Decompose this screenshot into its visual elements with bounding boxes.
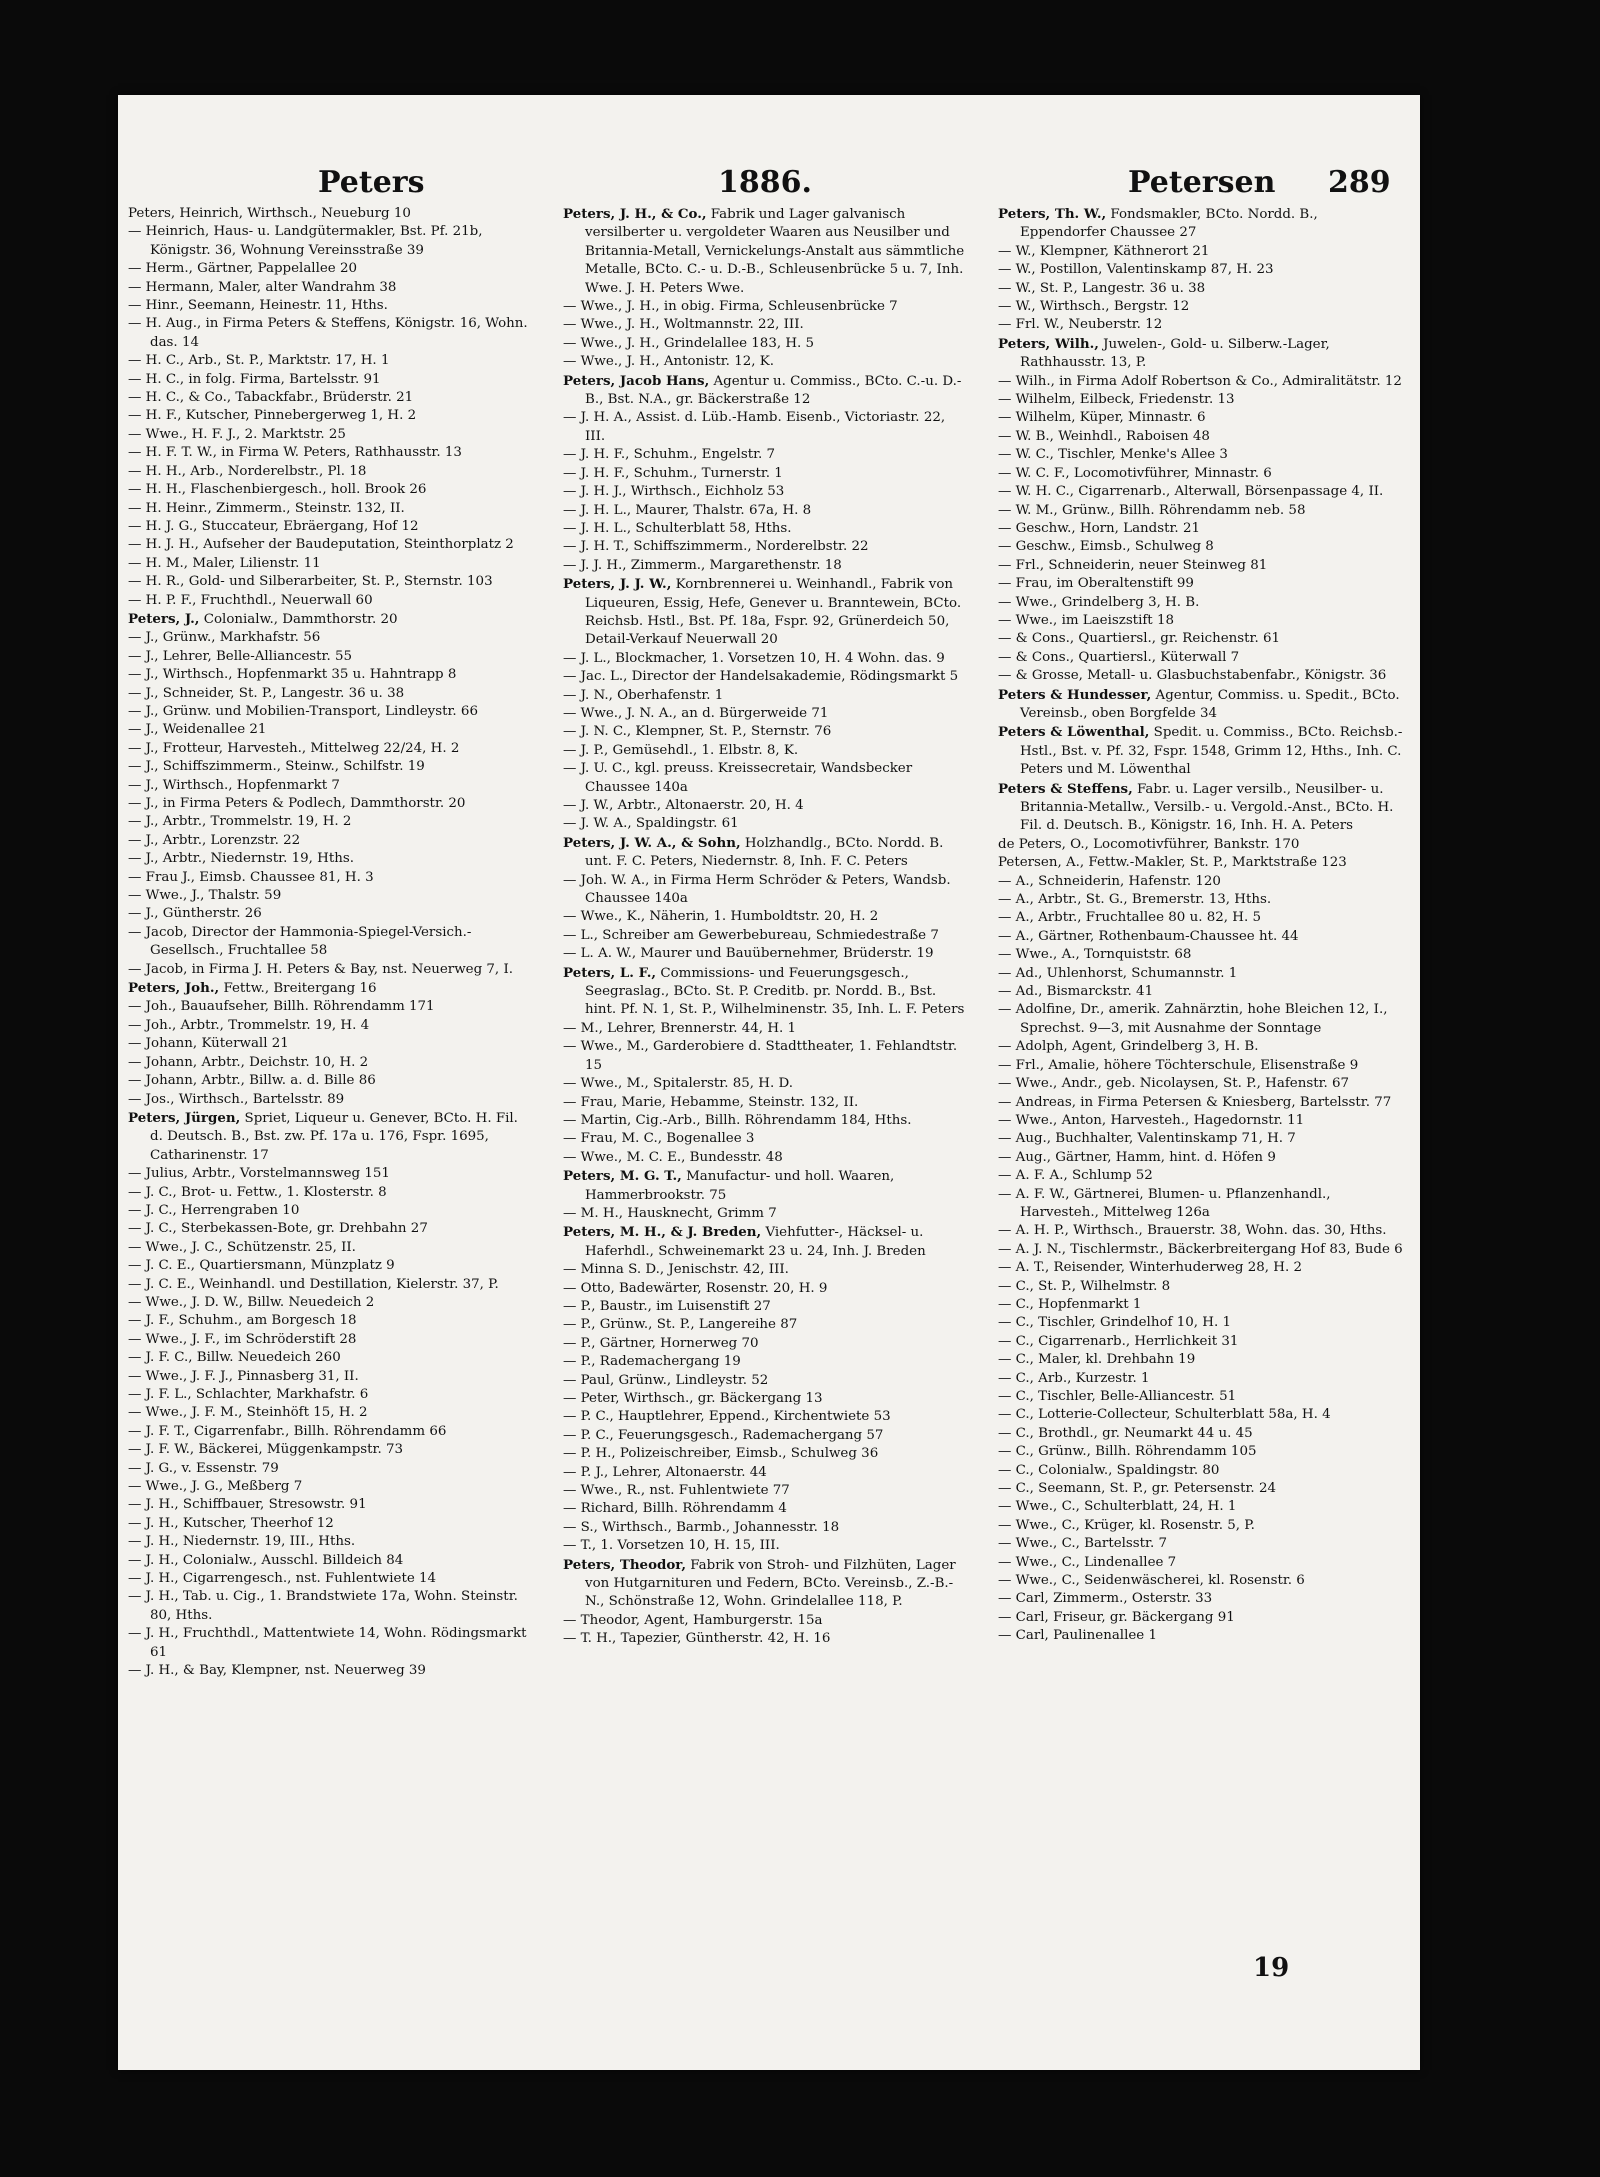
- directory-entry: — & Grosse, Metall- u. Glasbuchstabenfabr., Königstr. 36: [998, 668, 1387, 684]
- directory-entry: — A. F. A., Schlump 52: [998, 1168, 1153, 1184]
- directory-entry: — C., Hopfenmarkt 1: [998, 1296, 1142, 1312]
- directory-entry: — L., Schreiber am Gewerbebureau, Schmiedestraße 7: [563, 927, 939, 943]
- year-heading: 1886.: [718, 165, 812, 200]
- directory-entry: — J. H., Schiffbauer, Stresowstr. 91: [128, 1497, 367, 1513]
- directory-entry: — J. W., Arbtr., Altonaerstr. 20, H. 4: [563, 798, 804, 813]
- directory-entry: — T., 1. Vorsetzen 10, H. 15, III.: [563, 1538, 780, 1554]
- directory-entry: — Frau, Marie, Hebamme, Steinstr. 132, II.: [563, 1094, 859, 1110]
- directory-entry: — J. H., Niedernstr. 19, III., Hths.: [128, 1534, 356, 1550]
- directory-entry: — J., Frotteur, Harvesteh., Mittelweg 22/24, H. 2: [128, 740, 460, 756]
- directory-entry: — Frl., Amalie, höhere Töchterschule, Elisenstraße 9: [998, 1057, 1359, 1073]
- directory-entry: — A., Schneiderin, Hafenstr. 120: [998, 873, 1221, 889]
- directory-entry: de Peters, O., Locomotivführer, Bankstr. 170: [998, 836, 1300, 852]
- directory-entry: — T. H., Tapezier, Güntherstr. 42, H. 16: [563, 1631, 831, 1647]
- directory-entry: — Carl, Friseur, gr. Bäckergang 91: [998, 1609, 1235, 1625]
- directory-entry: — A., Arbtr., Fruchtallee 80 u. 82, H. 5: [998, 910, 1261, 926]
- directory-entry: — J. F. L., Schlachter, Markhafstr. 6: [128, 1387, 369, 1402]
- entry-heading: Peters, Jacob Hans,: [563, 372, 710, 389]
- directory-entry: — J., in Firma Peters & Podlech, Dammthorstr. 20: [128, 796, 466, 811]
- directory-entry: Peters, M. H., & J. Breden, Viehfutter-, Häcksel- u. Haferhdl., Schweinemarkt 23 u. 24, Inh. J. Breden: [563, 1224, 926, 1259]
- directory-page: [118, 95, 1420, 2070]
- directory-entry: — Wwe., Andr., geb. Nicolaysen, St. P., Hafenstr. 67: [998, 1076, 1350, 1092]
- directory-entry: — Wwe., C., Lindenallee 7: [998, 1554, 1177, 1570]
- directory-entry: — Carl, Zimmerm., Osterstr. 33: [998, 1591, 1213, 1607]
- directory-entry: — C., St. P., Wilhelmstr. 8: [998, 1278, 1171, 1294]
- directory-entry: — J., Arbtr., Niedernstr. 19, Hths.: [128, 851, 354, 867]
- entry-heading: Peters, J. J. W.,: [563, 576, 672, 593]
- directory-entry: — J. N., Oberhafenstr. 1: [563, 687, 724, 703]
- entry-heading: Peters, L. F.,: [563, 964, 657, 981]
- directory-entry: — Aug., Buchhalter, Valentinskamp 71, H. 7: [998, 1131, 1296, 1147]
- directory-entry: — J. C. E., Weinhandl. und Destillation, Kielerstr. 37, P.: [128, 1276, 499, 1292]
- directory-entry: — Peter, Wirthsch., gr. Bäckergang 13: [563, 1391, 823, 1406]
- running-head-right: Petersen: [1128, 165, 1276, 200]
- directory-entry: — Frl. W., Neuberstr. 12: [998, 317, 1163, 333]
- directory-entry: — Frau, im Oberaltenstift 99: [998, 576, 1194, 592]
- directory-entry: — C., Cigarrenarb., Herrlichkeit 31: [998, 1333, 1239, 1349]
- directory-entry: Peters, J. W. A., & Sohn, Holzhandlg., BCto. Nordd. B. unt. F. C. Peters, Niedernstr. 8, Inh. F. C. Peters: [563, 834, 944, 870]
- directory-entry: — W. B., Weinhdl., Raboisen 48: [998, 428, 1210, 444]
- directory-entry: — Minna S. D., Jenischstr. 42, III.: [563, 1262, 789, 1278]
- directory-entry: — C., Arb., Kurzestr. 1: [998, 1370, 1150, 1386]
- directory-entry: — H. R., Gold- und Silberarbeiter, St. P., Sternstr. 103: [128, 574, 493, 590]
- directory-entry: — Wwe., J. H., Woltmannstr. 22, III.: [563, 317, 804, 333]
- directory-entry: — H. H., Arb., Norderelbstr., Pl. 18: [128, 463, 367, 479]
- directory-entry: — C., Grünw., Billh. Röhrendamm 105: [998, 1444, 1257, 1460]
- directory-entry: — A., Gärtner, Rothenbaum-Chaussee ht. 44: [998, 928, 1299, 944]
- directory-entry: — W., Klempner, Käthnerort 21: [998, 243, 1210, 259]
- directory-entry: — Jacob, Director der Hammonia-Spiegel-Versich.-Gesellsch., Fruchtallee 58: [128, 924, 472, 959]
- directory-entry: — J. C., Herrengraben 10: [128, 1202, 300, 1218]
- directory-entry: — J. H., & Bay, Klempner, nst. Neuerweg 39: [128, 1663, 426, 1679]
- entry-heading: Peters, Th. W.,: [998, 206, 1107, 222]
- directory-entry: — Otto, Badewärter, Rosenstr. 20, H. 9: [563, 1280, 828, 1296]
- directory-entry: — H. C., in folg. Firma, Bartelsstr. 91: [128, 371, 381, 387]
- directory-entry: Peters, Theodor, Fabrik von Stroh- und Filzhüten, Lager von Hutgarnituren und Federn, BCto. Vereinsb., Z.-B.-N., Schönstraße 12, Wohn. Grindelallee 118, P.: [563, 1556, 956, 1610]
- directory-entry: — J. H., Cigarrengesch., nst. Fuhlentwiete 14: [128, 1571, 437, 1587]
- entry-heading: Peters & Löwenthal,: [998, 724, 1150, 741]
- directory-entry: — Wwe., C., Schulterblatt, 24, H. 1: [998, 1499, 1237, 1515]
- directory-entry: — Hermann, Maler, alter Wandrahm 38: [128, 279, 397, 295]
- directory-entry: — J. H. F., Schuhm., Engelstr. 7: [563, 447, 776, 463]
- directory-entry: — J. H. L., Maurer, Thalstr. 67a, H. 8: [563, 502, 812, 518]
- directory-entry: — Jacob, in Firma J. H. Peters & Bay, nst. Neuerweg 7, I.: [128, 961, 513, 977]
- directory-entry: — J. W. A., Spaldingstr. 61: [563, 816, 739, 832]
- directory-entry: — P., Baustr., im Luisenstift 27: [563, 1298, 771, 1314]
- directory-entry: — J. H., Colonialw., Ausschl. Billdeich 84: [128, 1552, 404, 1568]
- directory-entry: — Joh. W. A., in Firma Herm Schröder & Peters, Wandsb. Chaussee 140a: [563, 872, 951, 907]
- directory-entry: — H. J. H., Aufseher der Baudeputation, Steinthorplatz 2: [128, 537, 514, 553]
- directory-entry: — J. H. T., Schiffszimmerm., Norderelbstr. 22: [563, 539, 869, 555]
- directory-entry: — Wwe., Anton, Harvesteh., Hagedornstr. 11: [998, 1112, 1305, 1128]
- directory-entry: — Johann, Arbtr., Billw. a. d. Bille 86: [128, 1073, 376, 1089]
- entry-heading: Peters, J. W. A., & Sohn,: [563, 834, 741, 851]
- directory-entry: — J. G., v. Essenstr. 79: [128, 1460, 279, 1476]
- directory-entry: — J. F. W., Bäckerei, Müggenkampstr. 73: [128, 1442, 404, 1458]
- running-head-left: Peters: [318, 165, 425, 200]
- directory-entry: Peters, J. H., & Co., Fabrik und Lager galvanisch versilberter u. vergoldeter Waaren aus Neusilber und Britannia-Metall, Vernickelungs-Anstalt aus sämmtliche Metalle, BCto. C.- u. D.-B., Schleusenbrücke 5 u. 7, Inh. Wwe. J. H. Peters Wwe.: [563, 206, 965, 296]
- directory-entry: — W., Postillon, Valentinskamp 87, H. 23: [998, 262, 1274, 278]
- directory-entry: — A. H. P., Wirthsch., Brauerstr. 38, Wohn. das. 30, Hths.: [998, 1223, 1387, 1239]
- directory-entry: — Wwe., J. F. M., Steinhöft 15, H. 2: [128, 1405, 368, 1421]
- directory-entry: — Wwe., M., Garderobiere d. Stadttheater, 1. Fehlandtstr. 15: [563, 1039, 958, 1073]
- directory-entry: — H. Heinr., Zimmerm., Steinstr. 132, II.: [128, 500, 405, 516]
- directory-entry: — W. M., Grünw., Billh. Röhrendamm neb. 58: [998, 502, 1306, 518]
- directory-entry: — Wilh., in Firma Adolf Robertson & Co., Admiralitätstr. 12: [998, 373, 1402, 389]
- directory-entry: — J. H. A., Assist. d. Lüb.-Hamb. Eisenb., Victoriastr. 22, III.: [563, 410, 946, 444]
- directory-entry: Peters, Jacob Hans, Agentur u. Commiss., BCto. C.-u. D.-B., Bst. N.A., gr. Bäckerstraße 12: [563, 372, 962, 408]
- directory-entry: — Geschw., Horn, Landstr. 21: [998, 520, 1200, 536]
- directory-entry: — P., Rademachergang 19: [563, 1354, 741, 1370]
- directory-entry: — P., Gärtner, Hornerweg 70: [563, 1335, 759, 1351]
- directory-entry: — Ad., Uhlenhorst, Schumannstr. 1: [998, 965, 1238, 981]
- directory-entry: — A. F. W., Gärtnerei, Blumen- u. Pflanzenhandl., Harvesteh., Mittelweg 126a: [998, 1186, 1331, 1220]
- entry-heading: Peters, J.,: [128, 610, 200, 627]
- directory-entry: — A. J. N., Tischlermstr., Bäckerbreitergang Hof 83, Bude 6: [998, 1241, 1403, 1257]
- directory-entry: Peters, J. J. W., Kornbrennerei u. Weinhandl., Fabrik von Liqueuren, Essig, Hefe, Genever u. Branntewein, BCto. Reichsb. Hstl., Bst. Pf. 18a, Fspr. 92, Grünerdeich 50, Detail-Verkauf Neuerwall 20: [563, 576, 962, 648]
- directory-entry: — Adolfine, Dr., amerik. Zahnärztin, hohe Bleichen 12, I., Sprechst. 9—3, mit Ausnahme der Sonntage: [998, 1002, 1388, 1036]
- directory-entry: Peters, Jürgen, Spriet, Liqueur u. Genever, BCto. H. Fil. d. Deutsch. B., Bst. zw. Pf. 17a u. 176, Fspr. 1695, Catharinenstr. 17: [128, 1109, 518, 1163]
- directory-entry: — Wwe., C., Seidenwäscherei, kl. Rosenstr. 6: [998, 1573, 1305, 1589]
- directory-entry: — C., Lotterie-Collecteur, Schulterblatt 58a, H. 4: [998, 1407, 1331, 1423]
- directory-entry: — Wwe., M., Spitalerstr. 85, H. D.: [563, 1076, 793, 1092]
- column-2: [563, 205, 968, 1649]
- directory-entry: — C., Tischler, Belle-Alliancestr. 51: [998, 1389, 1237, 1404]
- directory-entry: — C., Brothdl., gr. Neumarkt 44 u. 45: [998, 1425, 1253, 1441]
- directory-entry: — J. C., Brot- u. Fettw., 1. Klosterstr. 8: [128, 1184, 387, 1200]
- directory-entry: — Wwe., C., Krüger, kl. Rosenstr. 5, P.: [998, 1517, 1255, 1533]
- column-3: [998, 205, 1403, 1646]
- directory-entry: — Geschw., Eimsb., Schulweg 8: [998, 539, 1214, 555]
- directory-entry: Peters, Th. W., Fondsmakler, BCto. Nordd. B., Eppendorfer Chaussee 27: [998, 206, 1318, 241]
- directory-entry: — Wwe., J. D. W., Billw. Neuedeich 2: [128, 1294, 375, 1310]
- directory-entry: — Hinr., Seemann, Heinestr. 11, Hths.: [128, 298, 388, 314]
- directory-entry: — H. H., Flaschenbiergesch., holl. Brook 26: [128, 482, 427, 498]
- sheet-number: 19: [1253, 1953, 1290, 1983]
- directory-entry: — J. H., Fruchthdl., Mattentwiete 14, Wohn. Rödingsmarkt 61: [128, 1626, 527, 1660]
- directory-entry: — H. F., Kutscher, Pinnebergerweg 1, H. 2: [128, 408, 417, 424]
- directory-entry: — Carl, Paulinenallee 1: [998, 1628, 1158, 1644]
- directory-entry: — J. J. H., Zimmerm., Margarethenstr. 18: [563, 557, 842, 573]
- directory-entry: — J. H., Tab. u. Cig., 1. Brandstwiete 17a, Wohn. Steinstr. 80, Hths.: [128, 1589, 518, 1623]
- directory-entry: — Wwe., J. G., Meßberg 7: [128, 1479, 303, 1495]
- directory-entry: — Wwe., J. H., in obig. Firma, Schleusenbrücke 7: [563, 299, 898, 315]
- directory-entry: — Wwe., J., Thalstr. 59: [128, 888, 282, 904]
- directory-entry: — J., Arbtr., Trommelstr. 19, H. 2: [128, 814, 352, 830]
- directory-entry: — J. H. F., Schuhm., Turnerstr. 1: [563, 465, 783, 481]
- directory-entry: — H. C., & Co., Tabackfabr., Brüderstr. 21: [128, 390, 414, 406]
- directory-entry: — M., Lehrer, Brennerstr. 44, H. 1: [563, 1020, 797, 1036]
- directory-entry: — J. U. C., kgl. preuss. Kreissecretair, Wandsbecker Chaussee 140a: [563, 761, 913, 795]
- directory-entry: — L. A. W., Maurer und Bauübernehmer, Brüderstr. 19: [563, 946, 934, 962]
- directory-entry: — W. C. F., Locomotivführer, Minnastr. 6: [998, 465, 1272, 481]
- directory-entry: — C., Tischler, Grindelhof 10, H. 1: [998, 1315, 1231, 1331]
- directory-entry: — Wilhelm, Eilbeck, Friedenstr. 13: [998, 392, 1235, 408]
- directory-entry: — J., Grünw. und Mobilien-Transport, Lindleystr. 66: [128, 703, 478, 719]
- directory-entry: — Wwe., J. H., Antonistr. 12, K.: [563, 354, 775, 370]
- directory-entry: — Julius, Arbtr., Vorstelmannsweg 151: [128, 1166, 390, 1182]
- directory-entry: — H. M., Maler, Lilienstr. 11: [128, 555, 321, 571]
- directory-entry: — Wwe., J. C., Schützenstr. 25, II.: [128, 1239, 356, 1255]
- directory-entry: — J. C., Sterbekassen-Bote, gr. Drehbahn 27: [128, 1221, 428, 1237]
- directory-entry: — Frau, M. C., Bogenallee 3: [563, 1131, 755, 1147]
- directory-entry: — J. H. J., Wirthsch., Eichholz 53: [563, 484, 785, 500]
- directory-entry: — Johann, Küterwall 21: [128, 1036, 289, 1052]
- directory-entry: — Jac. L., Director der Handelsakademie, Rödingsmarkt 5: [563, 669, 959, 685]
- directory-entry: — W. H. C., Cigarrenarb., Alterwall, Börsenpassage 4, II.: [998, 484, 1384, 500]
- directory-entry: Peters, M. G. T., Manufactur- und holl. Waaren, Hammerbrookstr. 75: [563, 1168, 895, 1203]
- directory-entry: Peters, Wilh., Juwelen-, Gold- u. Silberw.-Lager, Rathhausstr. 13, P.: [998, 335, 1330, 371]
- directory-entry: Peters, Joh., Fettw., Breitergang 16: [128, 980, 377, 997]
- directory-entry: — Wwe., H. F. J., 2. Marktstr. 25: [128, 426, 346, 442]
- directory-entry: — Wwe., A., Tornquiststr. 68: [998, 947, 1192, 963]
- directory-entry: — Wwe., J. H., Grindelallee 183, H. 5: [563, 335, 815, 351]
- directory-entry: — Wwe., K., Näherin, 1. Humboldtstr. 20, H. 2: [563, 909, 879, 925]
- directory-entry: — J., Güntherstr. 26: [128, 906, 262, 922]
- directory-entry: — W. C., Tischler, Menke's Allee 3: [998, 447, 1228, 463]
- directory-entry: — W., Wirthsch., Bergstr. 12: [998, 299, 1190, 315]
- directory-entry: — J. F. T., Cigarrenfabr., Billh. Röhrendamm 66: [128, 1423, 447, 1439]
- directory-entry: — J., Wirthsch., Hopfenmarkt 35 u. Hahntrapp 8: [128, 667, 457, 683]
- directory-entry: — J. C. E., Quartiersmann, Münzplatz 9: [128, 1258, 395, 1274]
- directory-entry: — Herm., Gärtner, Pappelallee 20: [128, 261, 358, 277]
- directory-entry: — & Cons., Quartiersl., gr. Reichenstr. 61: [998, 631, 1281, 647]
- directory-entry: — A., Arbtr., St. G., Bremerstr. 13, Hths.: [998, 892, 1272, 908]
- directory-entry: — J. P., Gemüsehdl., 1. Elbstr. 8, K.: [563, 742, 799, 758]
- directory-entry: — P. C., Feuerungsgesch., Rademachergang 57: [563, 1427, 884, 1443]
- directory-entry: — J., Schiffszimmerm., Steinw., Schilfstr. 19: [128, 759, 425, 775]
- directory-entry: — Theodor, Agent, Hamburgerstr. 15a: [563, 1612, 823, 1628]
- directory-entry: — J., Grünw., Markhafstr. 56: [128, 630, 321, 646]
- directory-entry: — Adolph, Agent, Grindelberg 3, H. B.: [998, 1039, 1259, 1055]
- directory-entry: — Wilhelm, Küper, Minnastr. 6: [998, 410, 1206, 426]
- directory-entry: — J., Schneider, St. P., Langestr. 36 u. 38: [128, 685, 405, 701]
- directory-entry: — Wwe., J. F., im Schröderstift 28: [128, 1331, 357, 1347]
- directory-entry: — H. C., Arb., St. P., Marktstr. 17, H. 1: [128, 353, 390, 369]
- entry-heading: Peters, Joh.,: [128, 980, 220, 997]
- directory-entry: — J. L., Blockmacher, 1. Vorsetzen 10, H. 4 Wohn. das. 9: [563, 650, 945, 666]
- entry-heading: Peters, J. H., & Co.,: [563, 206, 707, 222]
- entry-heading: Peters & Steffens,: [998, 780, 1133, 797]
- directory-entry: Peters & Löwenthal, Spedit. u. Commiss., BCto. Reichsb.-Hstl., Bst. v. Pf. 32, Fspr. 1548, Grimm 12, Hths., Inh. C. Peters und M. Löwenthal: [998, 724, 1403, 778]
- directory-entry: Peters, J., Colonialw., Dammthorstr. 20: [128, 610, 398, 627]
- directory-entry: — J. F. C., Billw. Neuedeich 260: [128, 1350, 341, 1366]
- directory-entry: — Martin, Cig.-Arb., Billh. Röhrendamm 184, Hths.: [563, 1112, 912, 1128]
- directory-entry: — J. F., Schuhm., am Borgesch 18: [128, 1313, 357, 1329]
- directory-entry: — J. H., Kutscher, Theerhof 12: [128, 1515, 334, 1531]
- directory-entry: — C., Colonialw., Spaldingstr. 80: [998, 1462, 1220, 1478]
- directory-entry: — H. Aug., in Firma Peters & Steffens, Königstr. 16, Wohn. das. 14: [128, 316, 528, 350]
- directory-entry: — P. J., Lehrer, Altonaerstr. 44: [563, 1464, 767, 1480]
- directory-entry: — Paul, Grünw., Lindleystr. 52: [563, 1372, 769, 1388]
- directory-entry: — Wwe., Grindelberg 3, H. B.: [998, 594, 1200, 610]
- directory-entry: — A. T., Reisender, Winterhuderweg 28, H. 2: [998, 1260, 1302, 1276]
- entry-heading: Peters & Hundesser,: [998, 686, 1152, 703]
- directory-entry: — C., Maler, kl. Drehbahn 19: [998, 1352, 1196, 1368]
- entry-heading: Peters, Wilh.,: [998, 335, 1099, 352]
- directory-entry: — H. J. G., Stuccateur, Ebräergang, Hof 12: [128, 518, 419, 534]
- directory-entry: Peters, L. F., Commissions- und Feuerungsgesch., Seegraslag., BCto. St. P. Creditb. pr. Nordd. B., Bst. hint. Pf. N. 1, St. P., Wilhelminenstr. 35, Inh. L. F. Peters: [563, 964, 965, 1018]
- directory-entry: — Joh., Arbtr., Trommelstr. 19, H. 4: [128, 1017, 370, 1033]
- directory-entry: — Heinrich, Haus- u. Landgütermakler, Bst. Pf. 21b, Königstr. 36, Wohnung Vereinsstraße 39: [128, 224, 483, 258]
- directory-entry: — H. P. F., Fruchthdl., Neuerwall 60: [128, 592, 373, 608]
- directory-entry: — P., Grünw., St. P., Langereihe 87: [563, 1317, 798, 1333]
- directory-entry: — & Cons., Quartiersl., Küterwall 7: [998, 649, 1240, 665]
- directory-entry: Petersen, A., Fettw.-Makler, St. P., Marktstraße 123: [998, 855, 1347, 871]
- directory-entry: — J. N. C., Klempner, St. P., Sternstr. 76: [563, 724, 832, 740]
- directory-entry: Peters & Steffens, Fabr. u. Lager versilb., Neusilber- u. Britannia-Metallw., Versilb.- u. Vergold.-Anst., BCto. H. Fil. d. Deutsch. B., Königstr. 16, Inh. H. A. Peters: [998, 780, 1394, 834]
- directory-entry: — Ad., Bismarckstr. 41: [998, 984, 1154, 1000]
- scan-border: [1520, 0, 1600, 2177]
- directory-entry: — Frau J., Eimsb. Chaussee 81, H. 3: [128, 869, 374, 885]
- entry-heading: Peters, M. G. T.,: [563, 1168, 682, 1185]
- entry-heading: Peters, Theodor,: [563, 1556, 687, 1573]
- directory-entry: — H. F. T. W., in Firma W. Peters, Rathhausstr. 13: [128, 445, 462, 461]
- directory-entry: — Wwe., im Laeiszstift 18: [998, 612, 1174, 628]
- directory-entry: — P. C., Hauptlehrer, Eppend., Kirchentwiete 53: [563, 1409, 891, 1425]
- directory-entry: — J. H. L., Schulterblatt 58, Hths.: [563, 520, 792, 536]
- directory-entry: — Jos., Wirthsch., Bartelsstr. 89: [128, 1091, 345, 1107]
- directory-entry: — Johann, Arbtr., Deichstr. 10, H. 2: [128, 1054, 369, 1070]
- directory-entry: — M. H., Hausknecht, Grimm 7: [563, 1205, 777, 1221]
- directory-entry: — Joh., Bauaufseher, Billh. Röhrendamm 171: [128, 999, 435, 1015]
- directory-entry: Peters, Heinrich, Wirthsch., Neueburg 10: [128, 206, 411, 221]
- directory-entry: — Aug., Gärtner, Hamm, hint. d. Höfen 9: [998, 1149, 1276, 1165]
- directory-entry: — J., Arbtr., Lorenzstr. 22: [128, 832, 301, 848]
- directory-entry: — C., Seemann, St. P., gr. Petersenstr. 24: [998, 1481, 1276, 1497]
- directory-entry: — P. H., Polizeischreiber, Eimsb., Schulweg 36: [563, 1446, 879, 1462]
- directory-entry: — Andreas, in Firma Petersen & Kniesberg, Bartelsstr. 77: [998, 1094, 1392, 1110]
- directory-entry: — J., Wirthsch., Hopfenmarkt 7: [128, 777, 340, 793]
- entry-heading: Peters, M. H., & J. Breden,: [563, 1224, 762, 1241]
- entry-heading: Peters, Jürgen,: [128, 1109, 241, 1126]
- column-1: [128, 205, 533, 1681]
- directory-entry: — J., Weidenallee 21: [128, 722, 267, 738]
- directory-entry: — Wwe., C., Bartelsstr. 7: [998, 1536, 1168, 1552]
- directory-entry: — Frl., Schneiderin, neuer Steinweg 81: [998, 557, 1268, 573]
- directory-entry: — Wwe., M. C. E., Bundesstr. 48: [563, 1149, 783, 1165]
- directory-entry: — S., Wirthsch., Barmb., Johannesstr. 18: [563, 1519, 840, 1535]
- directory-entry: — Wwe., R., nst. Fuhlentwiete 77: [563, 1483, 790, 1499]
- directory-entry: — Wwe., J. N. A., an d. Bürgerweide 71: [563, 705, 829, 721]
- directory-entry: — Wwe., J. F. J., Pinnasberg 31, II.: [128, 1368, 359, 1384]
- directory-entry: — J., Lehrer, Belle-Alliancestr. 55: [128, 648, 353, 664]
- directory-entry: — Richard, Billh. Röhrendamm 4: [563, 1501, 787, 1517]
- page-number: 289: [1328, 165, 1391, 200]
- directory-entry: Peters & Hundesser, Agentur, Commiss. u. Spedit., BCto. Vereinsb., oben Borgfelde 34: [998, 686, 1400, 721]
- directory-entry: — W., St. P., Langestr. 36 u. 38: [998, 280, 1206, 296]
